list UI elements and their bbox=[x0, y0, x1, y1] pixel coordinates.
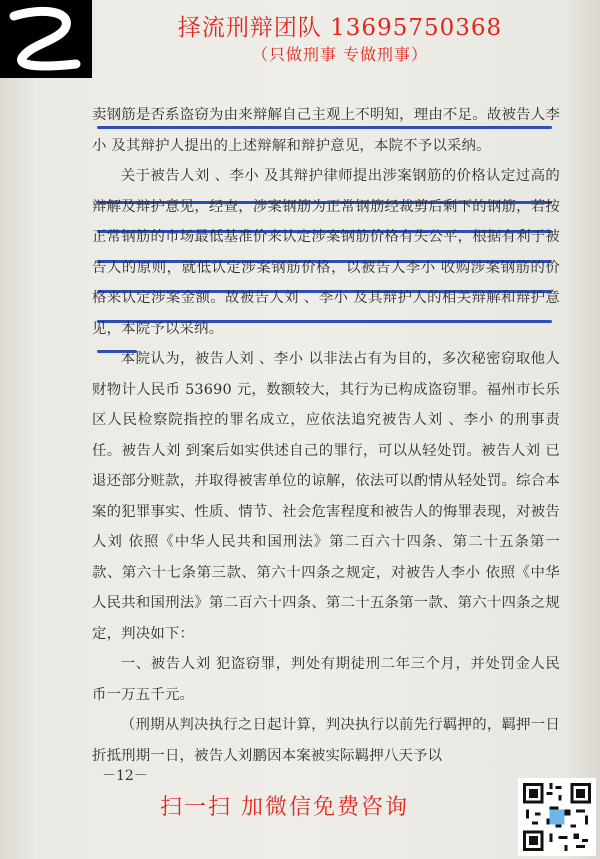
paragraph: 本院认为，被告人刘 、李小 以非法占有为目的，多次秘密窃取他人财物计人民币 53690 元，数额较大，其行为已构成盗窃罪。福州市长乐区人民检察院指控的罪名成立，应依法追究被告人刘 、李小 的刑事责任。被告人刘 到案后如实供述自己的罪行，可以从轻处罚。被告人刘 已退还部分赃款，并取得被害单位的谅解，依法可以酌情从轻处罚。综合本案的犯罪事实、性质、情节、社会危害程度和被告人的悔罪表现，对被告人刘 依照《中华人民共和国刑法》第二百六十四条、第二十五条第一款、第六十七条第三款、第六十四条之规定，对被告人李小 依照《中华人民共和国刑法》第二百六十四条、第二十五条第一款、第六十四条之规定，判决如下： bbox=[92, 351, 560, 642]
paragraph: 关于被告人刘 、李小 及其辩护律师提出涉案钢筋的价格认定过高的辩解及辩护意见，经查，涉案钢筋为正常钢筋经裁剪后剩下的钢筋，若按正常钢筋的市场最低基准价来认定涉案钢筋价格有失公平，根据有利于被告人的原则，就低认定涉案钢筋价格，以被告人李小 收购涉案钢筋的价格来认定涉案金额。故被告人刘 、李小 及其辩护人的相关辩解和辩护意见，本院予以采纳。 bbox=[92, 168, 560, 337]
footer-cta: 扫一扫 加微信免费咨询 bbox=[160, 795, 409, 820]
brand-title: 择流刑辩团队 13695750368 bbox=[177, 15, 503, 41]
swoosh-logo-icon bbox=[0, 0, 92, 78]
paragraph: 一、被告人刘 犯盗窃罪，判处有期徒刑二年三个月，并处罚金人民币一万五千元。 bbox=[92, 656, 560, 703]
paragraph: （刑期从判决执行之日起计算，判决执行以前先行羁押的，羁押一日折抵刑期一日，被告人刘鹏因本案被实际羁押八天予以 bbox=[92, 717, 560, 764]
brand-header bbox=[100, 14, 580, 66]
qr-code-icon[interactable] bbox=[518, 778, 596, 856]
page-number: －12－ bbox=[102, 768, 148, 784]
paragraph: 卖钢筋是否系盗窃为由来辩解自己主观上不明知，理由不足。故被告人李小 及其辩护人提出的上述辩解和辩护意见，本院不予以采纳。 bbox=[92, 107, 560, 154]
judgment-body bbox=[92, 100, 560, 771]
brand-subtitle: （只做刑事 专做刑事） bbox=[251, 45, 429, 64]
